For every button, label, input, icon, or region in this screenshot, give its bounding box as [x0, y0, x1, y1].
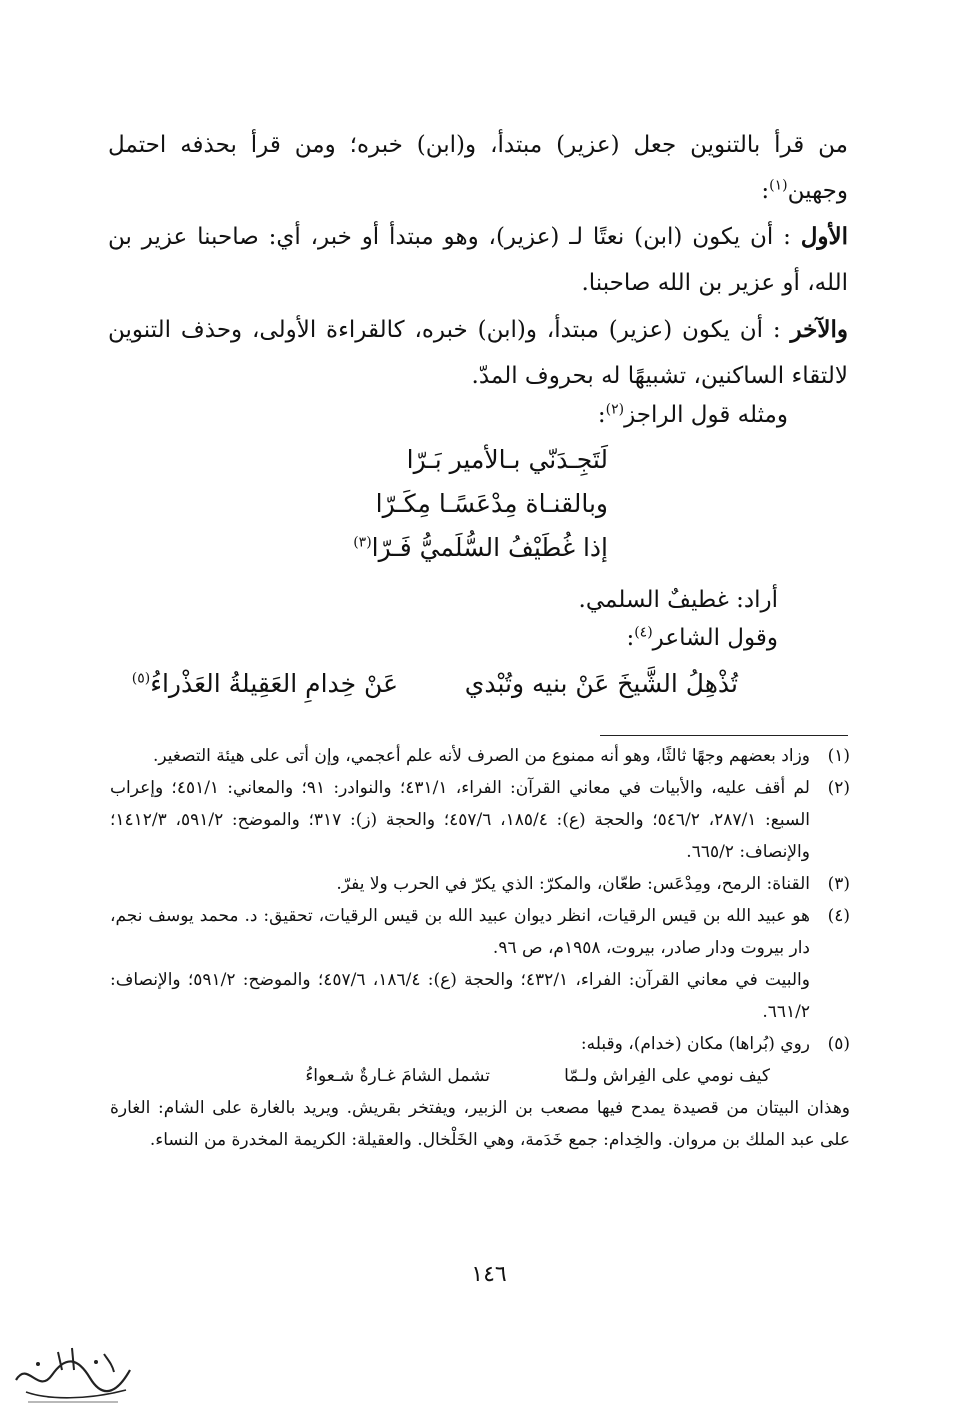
- footnote-4: [110, 900, 850, 1028]
- footnote-extra: والبيت في معاني القرآن: الفراء، ٤٣٢/١؛ والحجة (ع): ١٨٦/٤، ٤٥٧/٦؛ والموضح: ٥٩١/٢؛ والإنصاف: ٦٦١/٢.: [110, 970, 810, 1022]
- footnote-5: [110, 1028, 850, 1060]
- footnote-1: [110, 740, 850, 772]
- footnotes: [110, 740, 850, 1156]
- library-stamp-logo: [8, 1340, 138, 1410]
- verse-text: لَتَجِـدَنّي بـالأمير بَـرّا: [406, 445, 608, 474]
- poet-intro: [626, 618, 778, 658]
- couplet-second-text: عَنْ خِدامِ العَقِيلةُ العَذْراءُ: [150, 669, 398, 698]
- verse-line-3: [278, 526, 608, 570]
- rajaz-intro-text: ومثله قول الراجز: [624, 402, 788, 428]
- page-number: ١٤٦: [471, 1262, 507, 1287]
- footnote-ref: (٤): [634, 624, 653, 641]
- footnote-5-continuation: [110, 1092, 850, 1156]
- footnote-number: (٢): [827, 778, 850, 798]
- footnote-text: لم أقف عليه، والأبيات في معاني القرآن: الفراء، ٤٣١/١؛ والنوادر: ٩١؛ والمعاني: ٤٥١/١؛ وإعراب السبع: ٢٨٧/١، ٥٤٦/٢؛ والحجة (ع): ١٨٥/٤، ٤٥٧/٦؛ والحجة (ز): ٣١٧؛ والموضح: ٥٩١/٢، ١٤١٢/٣؛ والإنصاف: ٦٦٥/٢.: [110, 778, 811, 862]
- poet-intro-colon: :: [626, 625, 635, 651]
- first-paragraph: [108, 214, 848, 306]
- verse-text: وبالقنـاة مِدْعَسًـا مِكَـرّا: [375, 489, 608, 518]
- verse-line-2: [278, 482, 608, 526]
- footnote-number: (٣): [827, 874, 850, 894]
- second-label: والآخر: [790, 316, 848, 343]
- footnote-verse: [110, 1060, 850, 1092]
- footnote-number: (٥): [827, 1034, 850, 1054]
- footnote-text: روي (بُراها) مكان (خدام)، وقبله:: [580, 1034, 810, 1054]
- footnote-separator: [600, 735, 848, 736]
- intro-colon: :: [761, 178, 770, 204]
- intro-text: من قرأ بالتنوين جعل (عزير) مبتدأ، و(ابن) خبره؛ ومن قرأ بحذفه احتمل وجهين: [108, 132, 848, 204]
- couplet-second-hemistich: [132, 664, 398, 704]
- rajaz-verses: [278, 438, 608, 570]
- verse-text: إذا غُطَيْفُ السُّلَميُّ فَـرّا: [371, 533, 608, 562]
- footnote-number: (٤): [827, 906, 850, 926]
- meant-text: أراد: غطيفٌ السلمي.: [578, 587, 778, 613]
- first-text: : أن يكون (ابن) نعتًا لـ (عزير)، وهو مبتدأ أو خبر، أي: صاحبنا عزير بن الله، أو عزير بن الله صاحبنا.: [108, 224, 848, 296]
- footnote-verse-second: تشمل الشامَ غـارةٌ شـعواءُ: [305, 1066, 490, 1086]
- rajaz-intro: [188, 392, 788, 438]
- poet-intro-text: وقول الشاعر: [652, 625, 778, 651]
- footnote-text: القناة: الرمح، ومِدْعَس: طعّان، والمكرّ: الذي يكرّ في الحرب ولا يفرّ.: [336, 874, 810, 894]
- first-label: الأول: [800, 223, 849, 250]
- footnote-verse-first: كيف نومي على الفِراش ولـمّا: [564, 1066, 770, 1086]
- verse-line-1: [278, 438, 608, 482]
- footnote-text: وهذان البيتان من قصيدة يمدح فيها مصعب بن الزبير، ويفتخر بقريش. ويريد بالغارة على الشام: الغارة على عبد الملك بن مروان. والخِدام: جمع خَدَمة، وهي الخَلْخال. والعقيلة: الكريمة المخدرة من النساء.: [110, 1098, 851, 1150]
- footnote-ref: (٢): [605, 401, 625, 418]
- footnote-text: هو عبيد الله بن قيس الرقيات، انظر ديوان عبيد الله بن قيس الرقيات، تحقيق: د. محمد يوسف نجم، دار بيروت ودار صادر، بيروت، ١٩٥٨م، ص ٩٦.: [110, 906, 810, 958]
- couplet: [131, 664, 838, 704]
- footnote-ref: (٥): [131, 670, 151, 687]
- footnote-ref: (٣): [353, 534, 372, 551]
- footnote-number: (١): [827, 746, 850, 766]
- footnote-ref: (١): [769, 177, 788, 194]
- rajaz-intro-colon: :: [597, 402, 606, 428]
- couplet-first-hemistich: تُذْهِلُ الشَّيخَ عَنْ بنيه وتُبْدي: [464, 669, 738, 698]
- intro-paragraph: [108, 122, 848, 214]
- second-paragraph: [108, 307, 848, 399]
- meant-line: [579, 580, 778, 620]
- footnote-3: [110, 868, 850, 900]
- footnote-2: [110, 772, 850, 868]
- footnote-text: وزاد بعضهم وجهًا ثالثًا، وهو أنه ممنوع من الصرف لأنه علم أعجمي، وإن أتى على هيئة التصغير.: [153, 746, 810, 766]
- second-text: : أن يكون (عزير) مبتدأ، و(ابن) خبره، كالقراءة الأولى، وحذف التنوين لالتقاء الساكنين، تشبيهًا له بحروف المدّ.: [108, 317, 848, 389]
